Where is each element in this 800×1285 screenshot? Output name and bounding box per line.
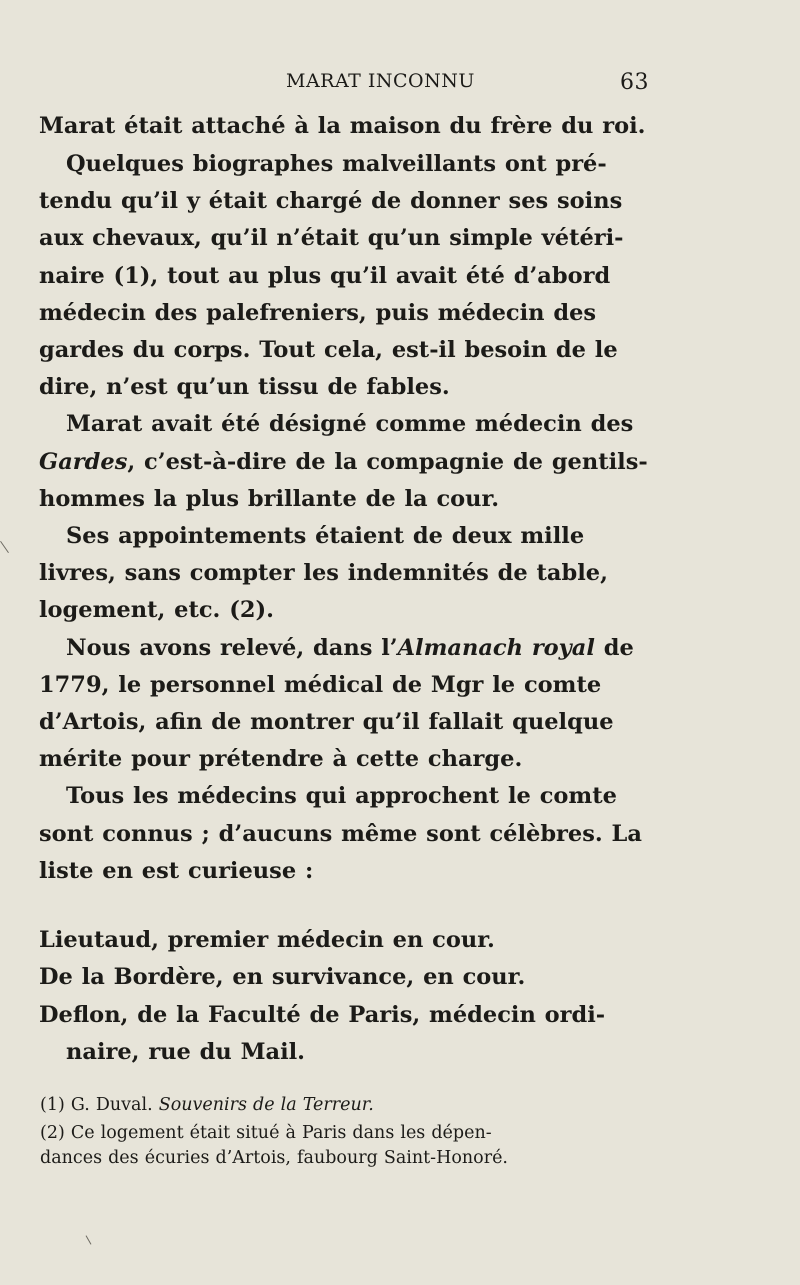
text-line <box>66 634 634 662</box>
text-line: Quelques biographes malveillants ont pré- <box>66 151 607 177</box>
running-title: MARAT INCONNU <box>286 70 475 92</box>
text-line: d’Artois, afin de montrer qu’il fallait quelque <box>39 709 614 735</box>
text-line: dire, n’est qu’un tissu de fables. <box>39 374 450 400</box>
text-line <box>39 448 648 476</box>
scan-mark <box>86 1235 92 1244</box>
text-line: médecin des palefreniers, puis médecin des <box>39 300 597 326</box>
italic-term: Gardes <box>39 449 128 475</box>
text-line: Marat avait été désigné comme médecin des <box>66 411 634 437</box>
list-item: De la Bordère, en survivance, en cour. <box>39 964 526 990</box>
footnote-number: (1) <box>40 1095 65 1115</box>
text-line: hommes la plus brillante de la cour. <box>39 486 500 512</box>
text-line: livres, sans compter les indemnités de table, <box>39 560 608 586</box>
text-line: 1779, le personnel médical de Mgr le comte <box>39 672 602 698</box>
text-line: sont connus ; d’aucuns même sont célèbres. La <box>39 821 642 847</box>
text-line: mérite pour prétendre à cette charge. <box>39 746 523 772</box>
text-line: Ses appointements étaient de deux mille <box>66 523 585 549</box>
italic-title: Almanach royal <box>397 635 595 661</box>
footnote-2: (2) Ce logement était situé à Paris dans les dépen- <box>40 1123 492 1143</box>
footnote-author: G. Duval. <box>70 1095 153 1115</box>
text-line: gardes du corps. Tout cela, est-il besoin de le <box>39 337 618 363</box>
text-line: naire (1), tout au plus qu’il avait été d’abord <box>39 263 611 289</box>
scan-mark <box>0 541 9 553</box>
line-text: Nous avons relevé, dans l’ <box>66 635 398 661</box>
text-line: logement, etc. (2). <box>39 597 274 623</box>
running-header <box>0 70 800 98</box>
text-line: tendu qu’il y était chargé de donner ses soins <box>39 188 623 214</box>
text-line: aux chevaux, qu’il n’était qu’un simple vétéri- <box>39 225 624 251</box>
page-number: 63 <box>620 70 649 95</box>
text-line: Marat était attaché à la maison du frère du roi. <box>39 113 646 139</box>
list-item: Lieutaud, premier médecin en cour. <box>39 927 495 953</box>
footnote-2-continued: dances des écuries d’Artois, faubourg Saint-Honoré. <box>40 1148 508 1168</box>
text-line: liste en est curieuse : <box>39 858 314 884</box>
footnote-title: Souvenirs de la Terreur. <box>158 1095 374 1115</box>
list-item: Deflon, de la Faculté de Paris, médecin ordi- <box>39 1002 606 1028</box>
line-text: de <box>594 635 634 661</box>
line-text: , c’est-à-dire de la compagnie de gentils- <box>127 449 648 475</box>
text-line: Tous les médecins qui approchent le comte <box>66 783 617 809</box>
list-item: naire, rue du Mail. <box>66 1039 306 1065</box>
footnote-1 <box>40 1094 374 1116</box>
